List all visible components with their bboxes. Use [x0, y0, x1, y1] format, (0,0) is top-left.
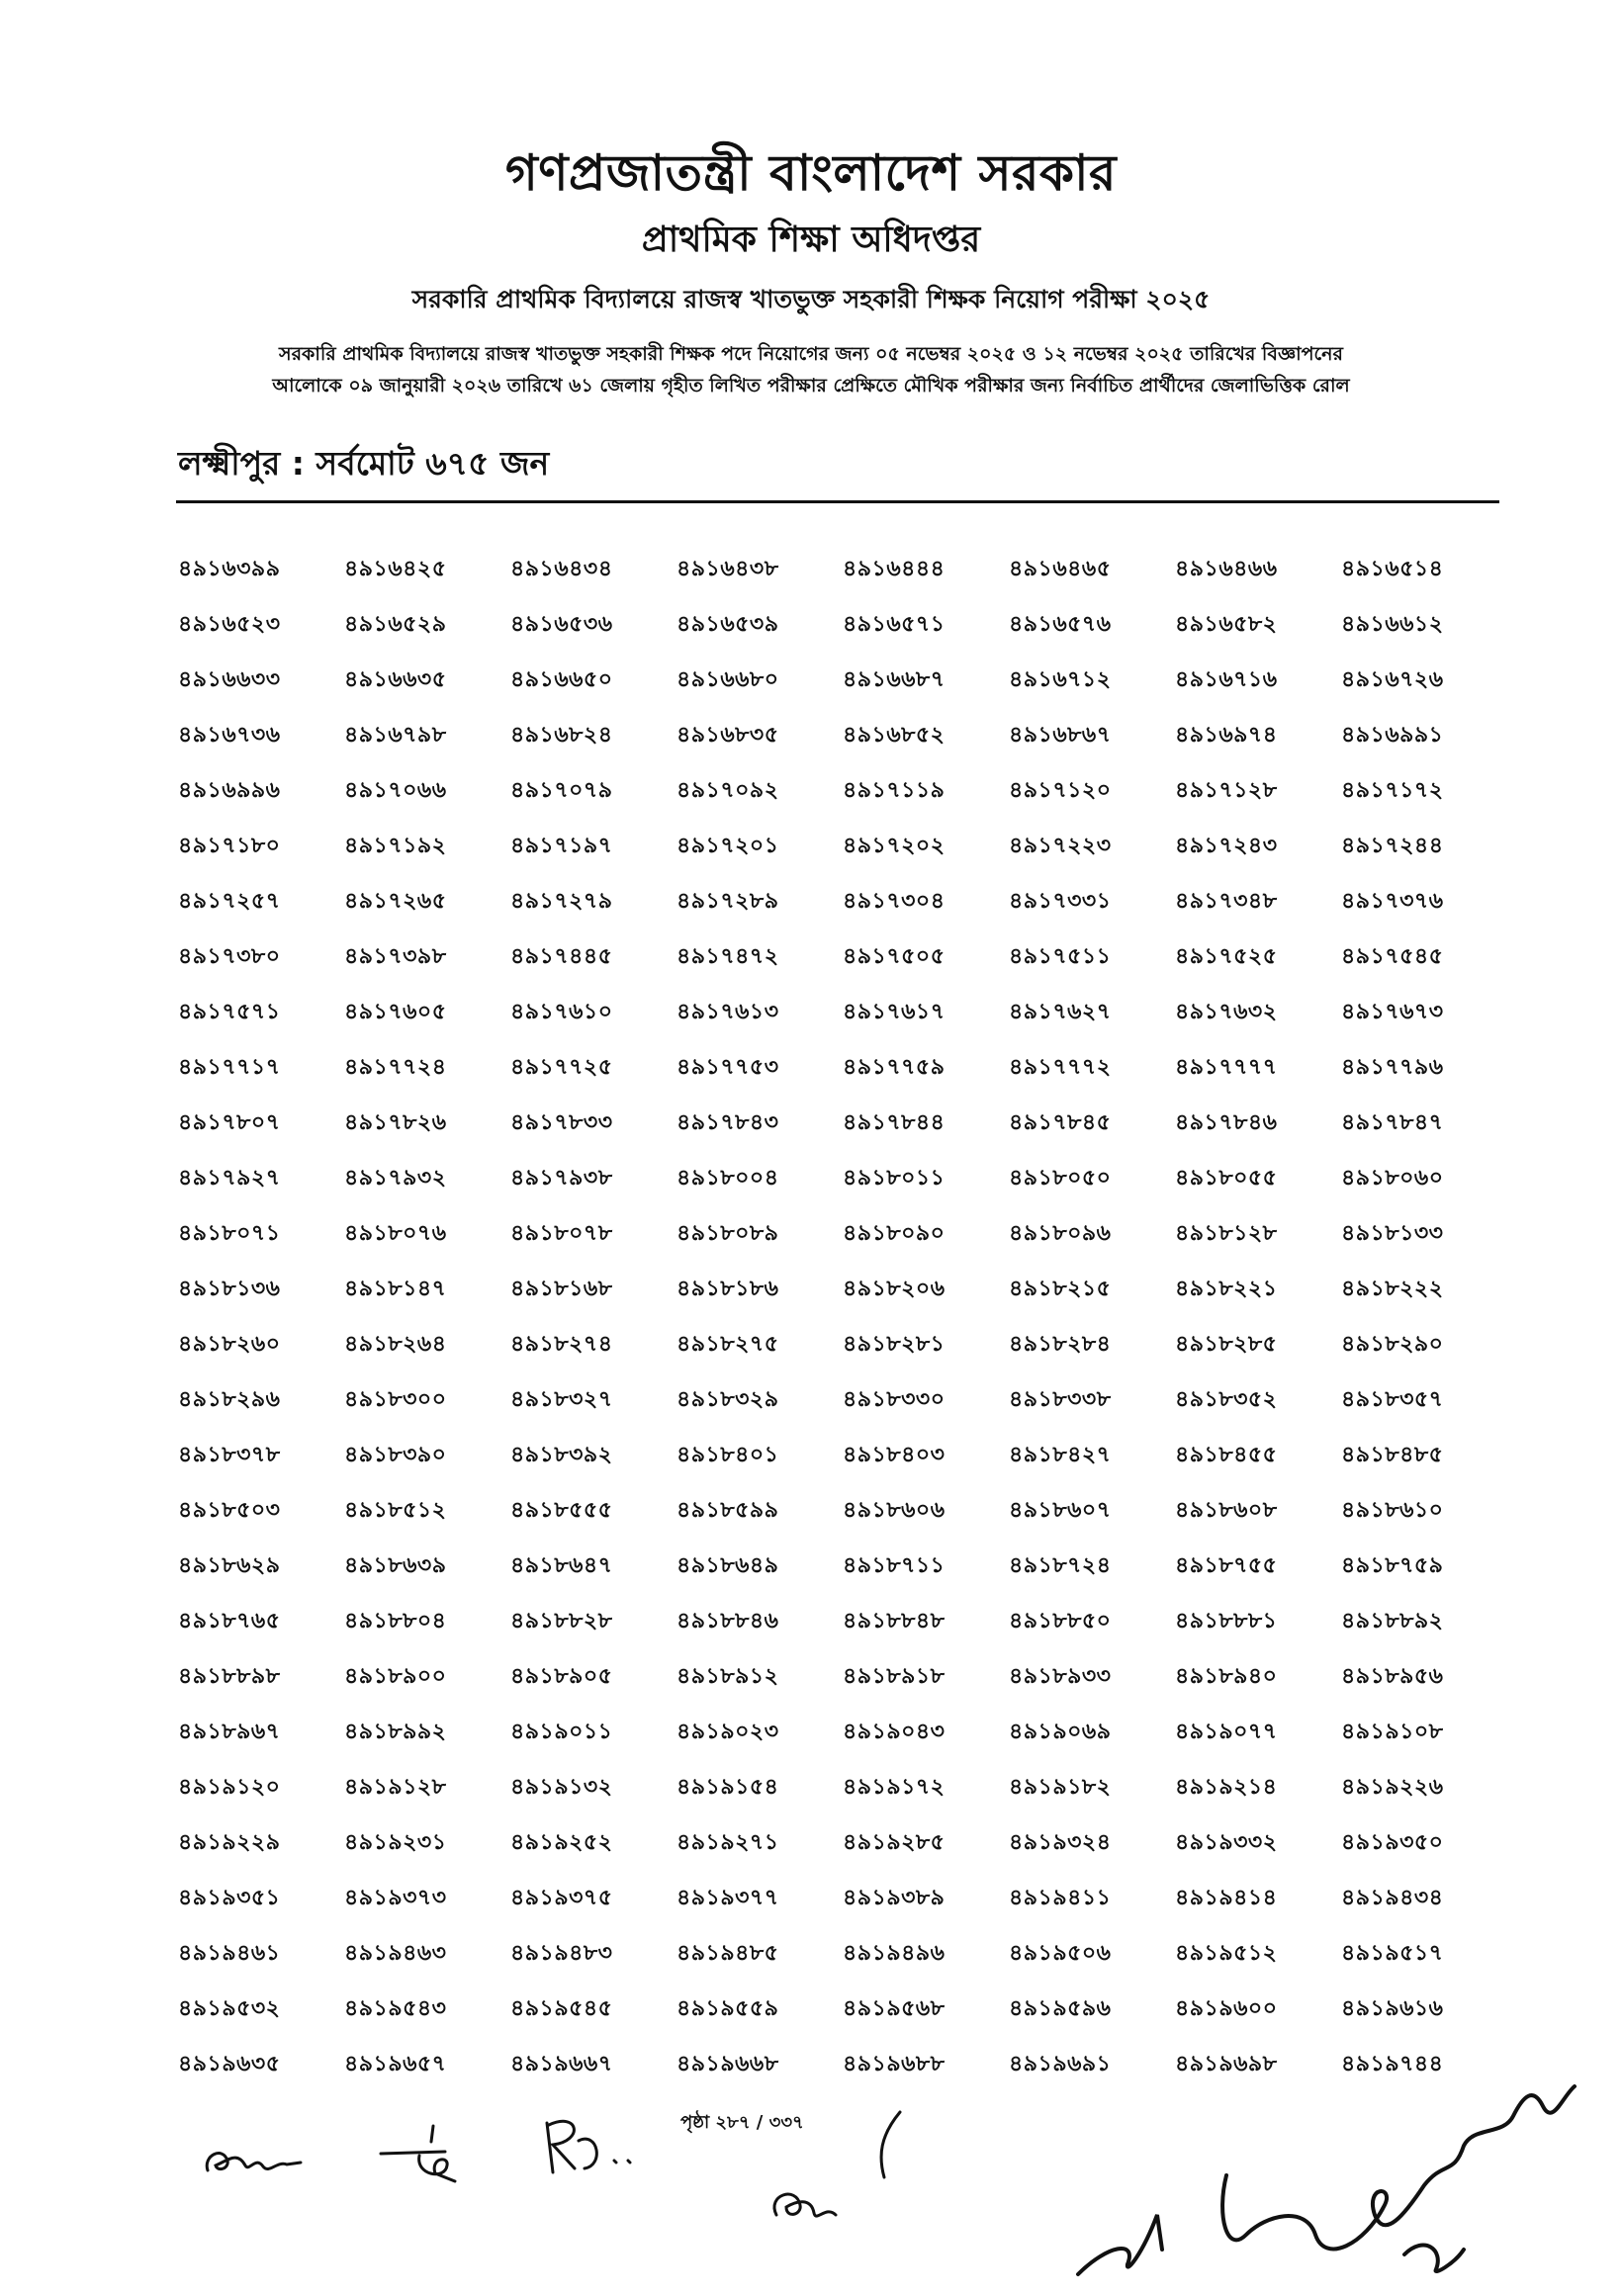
roll-number: ৪৯১৬৬৫০: [510, 666, 613, 692]
roll-number: ৪৯১৮৯০৫: [510, 1663, 613, 1689]
roll-number: ৪৯১৮২২১: [1175, 1276, 1278, 1301]
roll-number: ৪৯১৮৬২৯: [178, 1552, 281, 1578]
roll-number: ৪৯১৭৩০৪: [843, 888, 946, 914]
roll-number: ৪৯১৮২১৫: [1009, 1276, 1112, 1301]
roll-number: ৪৯১৭২৪৩: [1175, 833, 1278, 858]
roll-number: ৪৯১৯৫৬৮: [843, 1995, 946, 2021]
signature-6: [1068, 2067, 1582, 2289]
department-title: প্রাথমিক শিক্ষা অধিদপ্তর: [641, 220, 981, 260]
roll-number: ৪৯১৬৬৩৫: [344, 666, 447, 692]
roll-number: ৪৯১৭৬০৫: [344, 999, 447, 1024]
roll-number: ৪৯১৮৫১২: [344, 1497, 447, 1523]
roll-number: ৪৯১৭৭৭৭: [1175, 1054, 1278, 1080]
roll-number: ৪৯১৮৯৩৩: [1009, 1663, 1112, 1689]
roll-number: ৪৯১৯৫৫৯: [676, 1995, 779, 2021]
roll-number: ৪৯১৮০৯০: [843, 1220, 946, 1246]
roll-number: ৪৯১৮৬৪৯: [676, 1552, 779, 1578]
roll-number: ৪৯১৬৪৪৪: [843, 556, 946, 581]
roll-number: ৪৯১৯৪১১: [1009, 1885, 1112, 1910]
roll-number: ৪৯১৮১৩৩: [1341, 1220, 1444, 1246]
roll-number-grid: [178, 542, 1493, 2092]
roll-number: ৪৯১৯০৬৯: [1009, 1719, 1112, 1744]
page-number: পৃষ্ঠা ২৮৭ / ৩৩৭: [680, 2112, 804, 2133]
roll-number: ৪৯১৮৯১২: [676, 1663, 779, 1689]
roll-number: ৪৯১৭৭৯৬: [1341, 1054, 1444, 1080]
roll-number: ৪৯১৭৭২৫: [510, 1054, 613, 1080]
roll-number: ৪৯১৯০১১: [510, 1719, 613, 1744]
roll-number: ৪৯১৬৯৯৬: [178, 777, 281, 803]
roll-number: ৪৯১৯৬৬৮: [676, 2051, 779, 2076]
roll-number: ৪৯১৬৪৬৫: [1009, 556, 1112, 581]
roll-number: ৪৯১৬৫২৩: [178, 611, 281, 637]
roll-number: ৪৯১৭৮৪৭: [1341, 1109, 1444, 1135]
roll-number: ৪৯১৬৫২৯: [344, 611, 447, 637]
roll-number: ৪৯১৮১৬৮: [510, 1276, 613, 1301]
roll-number: ৪৯১৭৮৩৩: [510, 1109, 613, 1135]
roll-number: ৪৯১৯২১৪: [1175, 1774, 1278, 1800]
roll-number: ৪৯১৬৫৮২: [1175, 611, 1278, 637]
roll-number: ৪৯১৭১২০: [1009, 777, 1112, 803]
roll-number: ৪৯১৬৫৩৬: [510, 611, 613, 637]
roll-number: ৪৯১৭২৫৭: [178, 888, 281, 914]
roll-number: ৪৯১৬৪২৫: [344, 556, 447, 581]
roll-number: ৪৯১৮৬০৮: [1175, 1497, 1278, 1523]
roll-number: ৪৯১৭১১৯: [843, 777, 946, 803]
roll-number: ৪৯১৬৭১৬: [1175, 666, 1278, 692]
roll-number: ৪৯১৭৩৭৬: [1341, 888, 1444, 914]
roll-number: ৪৯১৮২৯৬: [178, 1386, 281, 1412]
roll-number: ৪৯১৭৬৩২: [1175, 999, 1278, 1024]
roll-number: ৪৯১৯৫৯৬: [1009, 1995, 1112, 2021]
roll-number: ৪৯১৬৩৯৯: [178, 556, 281, 581]
roll-number: ৪৯১৮৮৯৮: [178, 1663, 281, 1689]
roll-number: ৪৯১৬৫৭১: [843, 611, 946, 637]
signature-3: [539, 2111, 638, 2185]
roll-number: ৪৯১৭৭৫৯: [843, 1054, 946, 1080]
heading-divider: [176, 500, 1499, 503]
roll-number: ৪৯১৭৪৪৫: [510, 943, 613, 969]
roll-number: ৪৯১৯৫১২: [1175, 1940, 1278, 1966]
roll-number: ৪৯১৮৩৯০: [344, 1442, 447, 1467]
roll-number: ৪৯১৯৬০০: [1175, 1995, 1278, 2021]
roll-number: ৪৯১৮৬১০: [1341, 1497, 1444, 1523]
roll-number: ৪৯১৭৮০৭: [178, 1109, 281, 1135]
roll-number: ৪৯১৮২৬০: [178, 1331, 281, 1357]
roll-number: ৪৯১৯৪৮৫: [676, 1940, 779, 1966]
roll-number: ৪৯১৭৫২৫: [1175, 943, 1278, 969]
roll-number: ৪৯১৭৮৪৫: [1009, 1109, 1112, 1135]
roll-number: ৪৯১৭৩৮০: [178, 943, 281, 969]
roll-number: ৪৯১৭২৭৯: [510, 888, 613, 914]
roll-number: ৪৯১৮২৬৪: [344, 1331, 447, 1357]
roll-number: ৪৯১৯৬৯৮: [1175, 2051, 1278, 2076]
roll-number: ৪৯১৮১৪৭: [344, 1276, 447, 1301]
roll-number: ৪৯১৭০৯২: [676, 777, 779, 803]
roll-number: ৪৯১৭৮৪৩: [676, 1109, 779, 1135]
roll-number: ৪৯১৭৮২৬: [344, 1109, 447, 1135]
roll-number: ৪৯১৯০২৩: [676, 1719, 779, 1744]
roll-number: ৪৯১৮২৮৪: [1009, 1331, 1112, 1357]
roll-number: ৪৯১৯৫৩২: [178, 1995, 281, 2021]
signature-1: [198, 2131, 307, 2190]
roll-number: ৪৯১৯৪৬১: [178, 1940, 281, 1966]
roll-number: ৪৯১৬৯৯১: [1341, 722, 1444, 748]
government-title: গণপ্রজাতন্ত্রী বাংলাদেশ সরকার: [505, 144, 1117, 202]
roll-number: ৪৯১৭৯৩২: [344, 1165, 447, 1191]
roll-number: ৪৯১৯৬৫৭: [344, 2051, 447, 2076]
roll-number: ৪৯১৯৬৮৮: [843, 2051, 946, 2076]
notice-line-1: সরকারি প্রাথমিক বিদ্যালয়ে রাজস্ব খাতভুক্ত সহকারী শিক্ষক পদে নিয়োগের জন্য ০৫ নভেম্বর ২০২৫ ও ১২ নভেম্বর ২০২৫ তারিখের বিজ্ঞাপনের: [279, 343, 1343, 365]
roll-number: ৪৯১৭২০১: [676, 833, 779, 858]
roll-number: ৪৯১৭২৮৯: [676, 888, 779, 914]
roll-number: ৪৯১৮৯৪০: [1175, 1663, 1278, 1689]
roll-number: ৪৯১৯১৮২: [1009, 1774, 1112, 1800]
roll-number: ৪৯১৭৬৭৩: [1341, 999, 1444, 1024]
roll-number: ৪৯১৯৩৫০: [1341, 1829, 1444, 1855]
roll-number: ৪৯১৮৭২৪: [1009, 1552, 1112, 1578]
signature-2: [376, 2116, 475, 2190]
roll-number: ৪৯১৬৭৯৮: [344, 722, 447, 748]
roll-number: ৪৯১৮২৮১: [843, 1331, 946, 1357]
roll-number: ৪৯১৯৬৩৫: [178, 2051, 281, 2076]
roll-number: ৪৯১৭১২৮: [1175, 777, 1278, 803]
roll-number: ৪৯১৮০৭১: [178, 1220, 281, 1246]
roll-number: ৪৯১৮২৯০: [1341, 1331, 1444, 1357]
roll-number: ৪৯১৮২৮৫: [1175, 1331, 1278, 1357]
roll-number: ৪৯১৬৮৫২: [843, 722, 946, 748]
roll-number: ৪৯১৮২০৬: [843, 1276, 946, 1301]
roll-number: ৪৯১৭৬২৭: [1009, 999, 1112, 1024]
roll-number: ৪৯১৯৬৯১: [1009, 2051, 1112, 2076]
roll-number: ৪৯১৬৭৩৬: [178, 722, 281, 748]
roll-number: ৪৯১৯৫৪৩: [344, 1995, 447, 2021]
roll-number: ৪৯১৮০৮৯: [676, 1220, 779, 1246]
roll-number: ৪৯১৯১৩২: [510, 1774, 613, 1800]
roll-number: ৪৯১৯২৭১: [676, 1829, 779, 1855]
roll-number: ৪৯১৮০০৪: [676, 1165, 779, 1191]
roll-number: ৪৯১৯৩৩২: [1175, 1829, 1278, 1855]
roll-number: ৪৯১৮৩৯২: [510, 1442, 613, 1467]
roll-number: ৪৯১৭২৪৪: [1341, 833, 1444, 858]
roll-number: ৪৯১৬৮২৪: [510, 722, 613, 748]
roll-number: ৪৯১৯২২৯: [178, 1829, 281, 1855]
roll-number: ৪৯১৮৪০৩: [843, 1442, 946, 1467]
roll-number: ৪৯১৭৭৫৩: [676, 1054, 779, 1080]
roll-number: ৪৯১৭৫১১: [1009, 943, 1112, 969]
roll-number: ৪৯১৭৬১০: [510, 999, 613, 1024]
roll-number: ৪৯১৮৮৯২: [1341, 1608, 1444, 1634]
roll-number: ৪৯১৯৩৮৯: [843, 1885, 946, 1910]
roll-number: ৪৯১৬৬১২: [1341, 611, 1444, 637]
roll-number: ৪৯১৭৯২৭: [178, 1165, 281, 1191]
notice-text: [0, 338, 1622, 401]
roll-number: ৪৯১৮৩৩০: [843, 1386, 946, 1412]
roll-number: ৪৯১৭৭৭২: [1009, 1054, 1112, 1080]
roll-number: ৪৯১৬৬৮৭: [843, 666, 946, 692]
roll-number: ৪৯১৮৬৩৯: [344, 1552, 447, 1578]
roll-number: ৪৯১৯১০৮: [1341, 1719, 1444, 1744]
roll-number: ৪৯১৭৩৩১: [1009, 888, 1112, 914]
district-heading: লক্ষ্মীপুর : সর্বমোট ৬৭৫ জন: [178, 444, 550, 483]
roll-number: ৪৯১৮৮৪৮: [843, 1608, 946, 1634]
roll-number: ৪৯১৮৫৫৫: [510, 1497, 613, 1523]
roll-number: ৪৯১৯৪৩৪: [1341, 1885, 1444, 1910]
roll-number: ৪৯১৭১৭২: [1341, 777, 1444, 803]
roll-number: ৪৯১৮০১১: [843, 1165, 946, 1191]
roll-number: ৪৯১৮০৬০: [1341, 1165, 1444, 1191]
roll-number: ৪৯১৬৪৩৪: [510, 556, 613, 581]
roll-number: ৪৯১৮৮৪৬: [676, 1608, 779, 1634]
roll-number: ৪৯১৮৮৮১: [1175, 1608, 1278, 1634]
roll-number: ৪৯১৮৩৩৮: [1009, 1386, 1112, 1412]
roll-number: ৪৯১৮৯৯২: [344, 1719, 447, 1744]
roll-number: ৪৯১৯১২৮: [344, 1774, 447, 1800]
roll-number: ৪৯১৮৭৫৫: [1175, 1552, 1278, 1578]
roll-number: ৪৯১৮৪৫৫: [1175, 1442, 1278, 1467]
roll-number: ৪৯১৭০৭৯: [510, 777, 613, 803]
roll-number: ৪৯১৭৬১৭: [843, 999, 946, 1024]
roll-number: ৪৯১৮২৭৫: [676, 1331, 779, 1357]
roll-number: ৪৯১৮০৫৫: [1175, 1165, 1278, 1191]
roll-number: ৪৯১৯৩৭৩: [344, 1885, 447, 1910]
roll-number: ৪৯১৮৩২৯: [676, 1386, 779, 1412]
roll-number: ৪৯১৭৪৭২: [676, 943, 779, 969]
roll-number: ৪৯১৮০৫০: [1009, 1165, 1112, 1191]
roll-number: ৪৯১৭১৯২: [344, 833, 447, 858]
roll-number: ৪৯১৮৫০৩: [178, 1497, 281, 1523]
roll-number: ৪৯১৬৫৩৯: [676, 611, 779, 637]
roll-number: ৪৯১৯৪৮৩: [510, 1940, 613, 1966]
roll-number: ৪৯১৮৯৫৬: [1341, 1663, 1444, 1689]
roll-number: ৪৯১৬৪৬৬: [1175, 556, 1278, 581]
roll-number: ৪৯১৭২০২: [843, 833, 946, 858]
roll-number: ৪৯১৮০৯৬: [1009, 1220, 1112, 1246]
roll-number: ৪৯১৮১৮৬: [676, 1276, 779, 1301]
roll-number: ৪৯১৬৫৭৬: [1009, 611, 1112, 637]
roll-number: ৪৯১৮০৭৬: [344, 1220, 447, 1246]
roll-number: ৪৯১৯৩৭৫: [510, 1885, 613, 1910]
roll-number: ৪৯১৮১৩৬: [178, 1276, 281, 1301]
roll-number: ৪৯১৮৭১১: [843, 1552, 946, 1578]
roll-number: ৪৯১৬৭২৬: [1341, 666, 1444, 692]
roll-number: ৪৯১৬৫১৪: [1341, 556, 1444, 581]
roll-number: ৪৯১৭৫৭১: [178, 999, 281, 1024]
roll-number: ৪৯১৬৬৩৩: [178, 666, 281, 692]
roll-number: ৪৯১৬৪৩৮: [676, 556, 779, 581]
roll-number: ৪৯১৭১৮০: [178, 833, 281, 858]
roll-number: ৪৯১৮৩২৭: [510, 1386, 613, 1412]
roll-number: ৪৯১৭২২৩: [1009, 833, 1112, 858]
roll-number: ৪৯১৮০৭৮: [510, 1220, 613, 1246]
roll-number: ৪৯১৮১২৮: [1175, 1220, 1278, 1246]
roll-number: ৪৯১৯৫০৬: [1009, 1940, 1112, 1966]
roll-number: ৪৯১৬৭১২: [1009, 666, 1112, 692]
roll-number: ৪৯১৯১২০: [178, 1774, 281, 1800]
roll-number: ৪৯১৮৪০১: [676, 1442, 779, 1467]
roll-number: ৪৯১৯৩৭৭: [676, 1885, 779, 1910]
roll-number: ৪৯১৮৭৫৯: [1341, 1552, 1444, 1578]
roll-number: ৪৯১৯৫১৭: [1341, 1940, 1444, 1966]
notice-line-2: আলোকে ০৯ জানুয়ারী ২০২৬ তারিখে ৬১ জেলায় গৃহীত লিখিত পরীক্ষার প্রেক্ষিতে মৌখিক পরীক্ষার জন্য নির্বাচিত প্রার্থীদের জেলাভিত্তিক রোল: [272, 375, 1350, 397]
roll-number: ৪৯১৮৮০৪: [344, 1608, 447, 1634]
roll-number: ৪৯১৯২৫২: [510, 1829, 613, 1855]
roll-number: ৪৯১৯১৫৪: [676, 1774, 779, 1800]
roll-number: ৪৯১৮৬০৭: [1009, 1497, 1112, 1523]
roll-number: ৪৯১৯০৪৩: [843, 1719, 946, 1744]
roll-number: ৪৯১৯২২৬: [1341, 1774, 1444, 1800]
roll-number: ৪৯১৮৫৯৯: [676, 1497, 779, 1523]
roll-number: ৪৯১৭৩৯৮: [344, 943, 447, 969]
roll-number: ৪৯১৮৩৫২: [1175, 1386, 1278, 1412]
roll-number: ৪৯১৭৬১৩: [676, 999, 779, 1024]
signature-5: [870, 2106, 910, 2185]
roll-number: ৪৯১৯২৮৫: [843, 1829, 946, 1855]
roll-number: ৪৯১৯৩২৪: [1009, 1829, 1112, 1855]
roll-number: ৪৯১৯৪৯৬: [843, 1940, 946, 1966]
roll-number: ৪৯১৮৮৫০: [1009, 1608, 1112, 1634]
roll-number: ৪৯১৭৩৪৮: [1175, 888, 1278, 914]
roll-number: ৪৯১৭২৬৫: [344, 888, 447, 914]
roll-number: ৪৯১৮৩৭৮: [178, 1442, 281, 1467]
roll-number: ৪৯১৬৮৩৫: [676, 722, 779, 748]
roll-number: ৪৯১৯৭৪৪: [1341, 2051, 1444, 2076]
roll-number: ৪৯১৯৪৬৩: [344, 1940, 447, 1966]
roll-number: ৪৯১৮৩৫৭: [1341, 1386, 1444, 1412]
roll-number: ৪৯১৭৯৩৮: [510, 1165, 613, 1191]
roll-number: ৪৯১৬৮৬৭: [1009, 722, 1112, 748]
roll-number: ৪৯১৭৭২৪: [344, 1054, 447, 1080]
roll-number: ৪৯১৮৮২৮: [510, 1608, 613, 1634]
roll-number: ৪৯১৯৩৫১: [178, 1885, 281, 1910]
roll-number: ৪৯১৭৮৪৬: [1175, 1109, 1278, 1135]
roll-number: ৪৯১৮২৭৪: [510, 1331, 613, 1357]
roll-number: ৪৯১৯৬১৬: [1341, 1995, 1444, 2021]
roll-number: ৪৯১৭১৯৭: [510, 833, 613, 858]
roll-number: ৪৯১৮৪৮৫: [1341, 1442, 1444, 1467]
roll-number: ৪৯১৮৪২৭: [1009, 1442, 1112, 1467]
roll-number: ৪৯১৯০৭৭: [1175, 1719, 1278, 1744]
signature-4: [757, 2175, 846, 2235]
roll-number: ৪৯১৬৯৭৪: [1175, 722, 1278, 748]
roll-number: ৪৯১৮৯৬৭: [178, 1719, 281, 1744]
roll-number: ৪৯১৯২৩১: [344, 1829, 447, 1855]
roll-number: ৪৯১৮৩০০: [344, 1386, 447, 1412]
roll-number: ৪৯১৮৯১৮: [843, 1663, 946, 1689]
roll-number: ৪৯১৭৫৪৫: [1341, 943, 1444, 969]
roll-number: ৪৯১৮৭৬৫: [178, 1608, 281, 1634]
roll-number: ৪৯১৭৫০৫: [843, 943, 946, 969]
roll-number: ৪৯১৮৬৪৭: [510, 1552, 613, 1578]
roll-number: ৪৯১৮২২২: [1341, 1276, 1444, 1301]
roll-number: ৪৯১৭০৬৬: [344, 777, 447, 803]
roll-number: ৪৯১৯৬৬৭: [510, 2051, 613, 2076]
exam-title: সরকারি প্রাথমিক বিদ্যালয়ে রাজস্ব খাতভুক্ত সহকারী শিক্ষক নিয়োগ পরীক্ষা ২০২৫: [411, 285, 1211, 313]
roll-number: ৪৯১৯৪১৪: [1175, 1885, 1278, 1910]
roll-number: ৪৯১৯৫৪৫: [510, 1995, 613, 2021]
roll-number: ৪৯১৭৮৪৪: [843, 1109, 946, 1135]
roll-number: ৪৯১৮৬০৬: [843, 1497, 946, 1523]
roll-number: ৪৯১৬৬৮০: [676, 666, 779, 692]
roll-number: ৪৯১৭৭১৭: [178, 1054, 281, 1080]
roll-number: ৪৯১৯১৭২: [843, 1774, 946, 1800]
roll-number: ৪৯১৮৯০০: [344, 1663, 447, 1689]
